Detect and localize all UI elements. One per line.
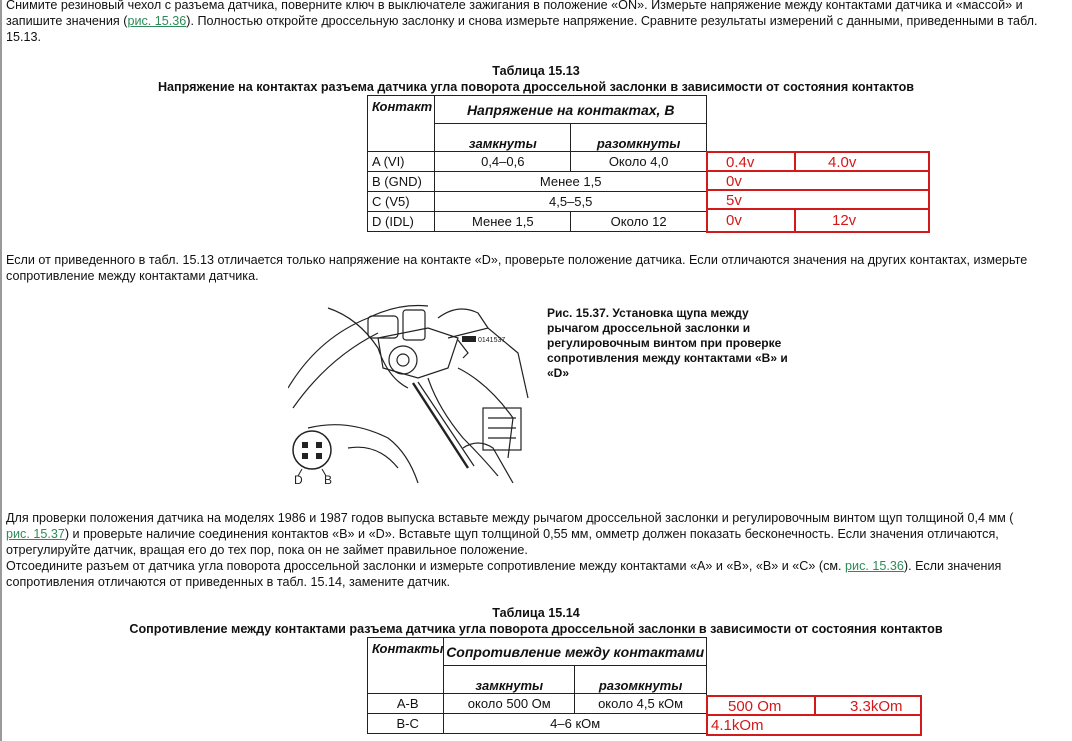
lower-paragraph bbox=[6, 510, 1056, 590]
contact-cell: A (VI) bbox=[368, 152, 435, 172]
intro-paragraph bbox=[6, 0, 1056, 45]
lower-line-4b: ). Если значения bbox=[903, 559, 1002, 573]
part-number: 0141537 bbox=[478, 337, 506, 344]
contact-cell: B-C bbox=[368, 714, 444, 734]
table1-title: Напряжение на контактах разъема датчика угла поворота дроссельной заслонки в зависимости от состояния контактов bbox=[157, 80, 915, 94]
header-contacts: Контакты bbox=[368, 638, 444, 694]
fig-15-36-link-2[interactable]: рис. 15.36 bbox=[845, 559, 904, 573]
lower-line-5: сопротивления отличаются от приведенных в табл. 15.14, замените датчик. bbox=[6, 575, 451, 589]
intro-line-1: Снимите резиновый чехол с разъема датчика, поверните ключ в выключателе зажигания в положение «ON». Измерьте напряжение между контактами датчика и «массой» и bbox=[6, 0, 1023, 12]
table-row bbox=[368, 172, 707, 192]
measured-row-a bbox=[706, 151, 930, 172]
intro-line-2b: ). Полностью откройте дроссельную заслонку и снова измерьте напряжение. Сравните результаты измерений с данными, приведенными в табл. bbox=[186, 14, 1038, 28]
table-row bbox=[368, 714, 707, 734]
table-row bbox=[368, 152, 707, 172]
open-value-cell: около 4,5 кОм bbox=[575, 694, 707, 714]
measured-cell: 5v bbox=[706, 189, 930, 210]
open-value-cell: Около 4,0 bbox=[571, 152, 707, 172]
throttle-sensor-drawing bbox=[288, 298, 543, 484]
measured-row-b bbox=[706, 170, 930, 191]
figure-caption: Рис. 15.37. Установка щупа между рычагом дроссельной заслонки и регулировочным винтом при проверке сопротивления между контактами «В» и «D» bbox=[547, 306, 788, 380]
header-open: разомкнуты bbox=[575, 666, 707, 694]
measured-closed-cell: 0.4v bbox=[706, 151, 796, 172]
measured-closed-cell: 500 Om bbox=[706, 695, 816, 716]
measured-closed-cell: 0v bbox=[706, 208, 796, 233]
middle-line-1: Если от приведенного в табл. 15.13 отличается только напряжение на контакте «D», проверьте положение датчика. Если отличаются значения на других контактах, измерьте bbox=[6, 253, 1028, 267]
header-contact: Контакт bbox=[368, 96, 435, 152]
label-b: B bbox=[324, 473, 333, 484]
measured-open-cell: 3.3kOm bbox=[814, 695, 922, 716]
table-row bbox=[368, 192, 707, 212]
measured-row-bc bbox=[706, 714, 922, 736]
closed-value-cell: 0,4–0,6 bbox=[435, 152, 571, 172]
table-row bbox=[368, 694, 707, 714]
lower-line-2: ) и проверьте наличие соединения контактов «В» и «D». Вставьте щуп толщиной 0,55 мм, омметр должен показать бесконечность. Если значения отличаются, bbox=[64, 527, 999, 541]
closed-value-cell: Менее 1,5 bbox=[435, 212, 571, 232]
header-resistance: Сопротивление между контактами bbox=[444, 638, 707, 666]
measured-row-c bbox=[706, 189, 930, 210]
table-row bbox=[368, 212, 707, 232]
lower-line-3: отрегулируйте датчик, вращая его до тех пор, пока он не займет правильное положение. bbox=[6, 543, 528, 557]
measured-open-cell: 12v bbox=[794, 208, 930, 233]
header-open: разомкнуты bbox=[571, 124, 707, 152]
lower-line-1: Для проверки положения датчика на моделях 1986 и 1987 годов выпуска вставьте между рычагом дроссельной заслонки и регулировочным винтом щуп толщиной 0,4 мм ( bbox=[6, 511, 1014, 525]
contact-cell: B (GND) bbox=[368, 172, 435, 192]
label-d: D bbox=[294, 473, 303, 484]
measured-cell: 4.1kOm bbox=[706, 714, 922, 736]
connector-icon bbox=[293, 431, 331, 469]
open-value-cell: Около 12 bbox=[571, 212, 707, 232]
fig-15-37-link[interactable]: рис. 15.37 bbox=[6, 527, 65, 541]
lower-line-4a: Отсоедините разъем от датчика угла поворота дроссельной заслонки и измерьте сопротивление между контактами «А» и «В», «В» и «С» (см. bbox=[6, 559, 846, 573]
fig-15-36-link[interactable]: рис. 15.36 bbox=[127, 14, 187, 28]
contact-cell: C (V5) bbox=[368, 192, 435, 212]
middle-paragraph bbox=[6, 252, 1056, 284]
value-cell: Менее 1,5 bbox=[435, 172, 707, 192]
closed-value-cell: около 500 Ом bbox=[444, 694, 575, 714]
voltage-table bbox=[367, 95, 707, 232]
table1-number: Таблица 15.13 bbox=[492, 64, 580, 78]
value-cell: 4,5–5,5 bbox=[435, 192, 707, 212]
contact-cell: D (IDL) bbox=[368, 212, 435, 232]
measured-open-cell: 4.0v bbox=[794, 151, 930, 172]
measured-cell: 0v bbox=[706, 170, 930, 191]
intro-line-2a: запишите значения ( bbox=[6, 14, 128, 28]
measured-row-ab bbox=[706, 695, 922, 716]
measured-row-d bbox=[706, 208, 930, 233]
value-cell: 4–6 кОм bbox=[444, 714, 707, 734]
table2-number: Таблица 15.14 bbox=[492, 606, 580, 620]
contact-cell: A-B bbox=[368, 694, 444, 714]
header-closed: замкнуты bbox=[444, 666, 575, 694]
middle-line-2: сопротивление между контактами датчика. bbox=[6, 269, 259, 283]
table2-title: Сопротивление между контактами разъема датчика угла поворота дроссельной заслонки в зависимости от состояния контактов bbox=[129, 622, 943, 636]
intro-line-3: 15.13. bbox=[6, 30, 42, 44]
resistance-table bbox=[367, 637, 707, 734]
header-closed: замкнуты bbox=[435, 124, 571, 152]
header-voltage: Напряжение на контактах, В bbox=[435, 96, 707, 124]
